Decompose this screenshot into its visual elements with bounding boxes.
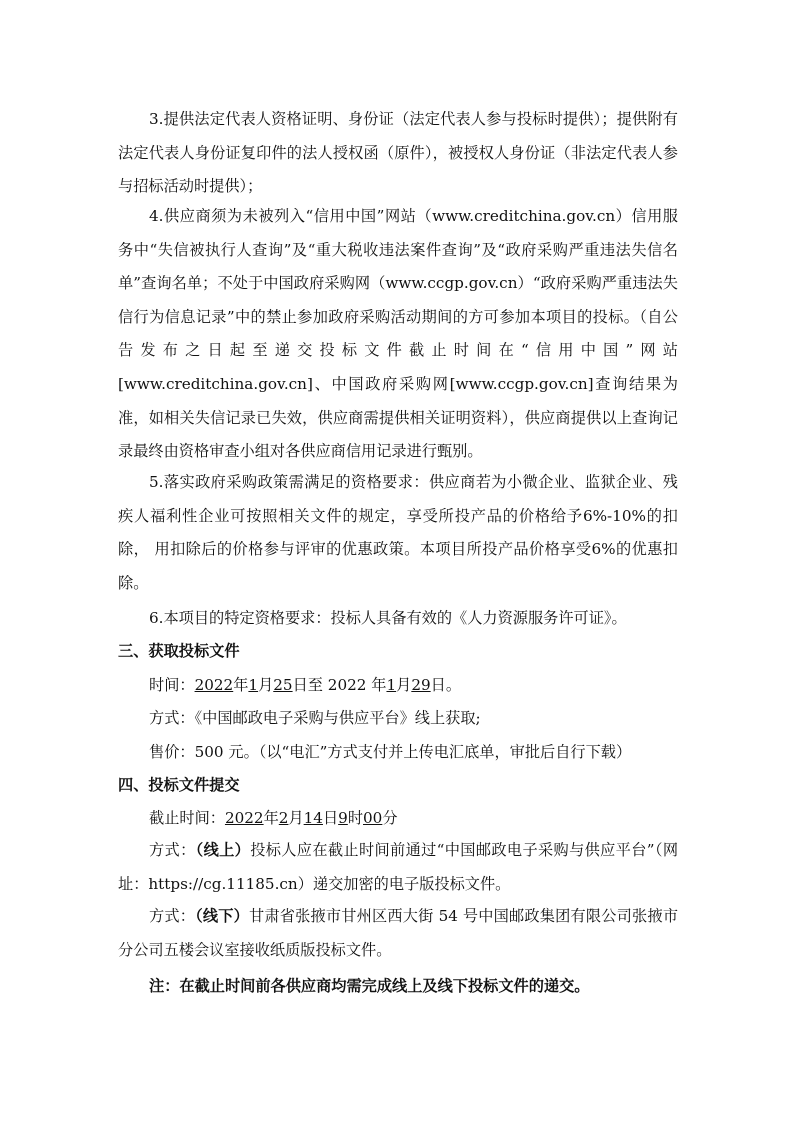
offline-prefix: 方式： bbox=[149, 907, 196, 925]
fen-label: 分 bbox=[382, 809, 398, 827]
yue-label: 月 bbox=[258, 676, 274, 694]
item-3-text: 3.提供法定代表人资格证明、身份证（法定代表人参与投标时提供）；提供附有法定代表人身份证复印件的法人授权函（原件），被授权人身份证（非法定代表人参与招标活动时提供）； bbox=[118, 110, 678, 196]
deadline-year: 2022 bbox=[224, 809, 264, 827]
online-prefix: 方式： bbox=[149, 841, 196, 859]
deadline-label: 截止时间： bbox=[149, 809, 225, 827]
item-5-text: 5.落实政府采购政策需满足的资格要求：供应商若为小微企业、监狱企业、残疾人福利性企业可按照相关文件的规定，享受所投产品的价格给予6%-10%的扣除， 用扣除后的价格参与评审的优惠政策。本项目所投产品价格享受6%的优惠扣除。 bbox=[118, 473, 678, 592]
time-label: 时间： bbox=[149, 676, 195, 694]
offline-submission-text bbox=[118, 900, 678, 967]
online-text: 投标人应在截止时间前通过“中国邮政电子采购与供应平台”（网址：https://cg.11185.cn）递交加密的电子版投标文件。 bbox=[118, 841, 679, 893]
start-day: 25 bbox=[273, 676, 293, 694]
item-5 bbox=[118, 466, 678, 600]
end-day: 29 bbox=[411, 676, 431, 694]
start-year: 2022 bbox=[194, 676, 234, 694]
section-3-heading: 三、获取投标文件 bbox=[118, 642, 240, 660]
ri-label: 日 bbox=[322, 809, 339, 827]
yue-label-3: 月 bbox=[288, 809, 304, 827]
deadline-hour: 9 bbox=[338, 809, 348, 827]
submission-note: 注：在截止时间前各供应商均需完成线上及线下投标文件的递交。 bbox=[149, 977, 590, 995]
shi-label: 时 bbox=[347, 809, 364, 827]
submit-deadline bbox=[149, 808, 398, 828]
deadline-month: 2 bbox=[278, 809, 289, 827]
section-4-heading: 四、投标文件提交 bbox=[118, 776, 240, 794]
yue-label-2: 月 bbox=[396, 676, 412, 694]
start-month: 1 bbox=[248, 676, 259, 694]
deadline-minute: 00 bbox=[363, 809, 383, 827]
nian-label: 年 bbox=[233, 676, 249, 694]
online-submission bbox=[118, 834, 678, 901]
ri-end-label: 日。 bbox=[430, 676, 462, 694]
item-3 bbox=[118, 103, 678, 204]
offline-tag: （线下） bbox=[195, 907, 250, 925]
offline-text: 甘肃省张掖市甘州区西大街 54 号中国邮政集团有限公司张掖市分公司五楼会议室接收纸质版投标文件。 bbox=[118, 907, 679, 959]
item-6-text: 6.本项目的特定资格要求：投标人具备有效的《人力资源服务许可证》。 bbox=[149, 609, 627, 627]
item-4 bbox=[118, 200, 678, 469]
acquire-method: 方式：《中国邮政电子采购与供应平台》线上获取; bbox=[149, 709, 481, 727]
acquire-time bbox=[149, 675, 461, 695]
end-month: 1 bbox=[386, 676, 397, 694]
acquire-price: 售价：500 元。（以“电汇”方式支付并上传电汇底单，审批后自行下载） bbox=[149, 743, 632, 761]
ri-zhi-label: 日至 2022 年 bbox=[292, 676, 387, 694]
online-submission-text bbox=[118, 834, 678, 901]
online-tag: （线上） bbox=[195, 841, 251, 859]
offline-submission bbox=[118, 900, 678, 967]
deadline-day: 14 bbox=[303, 809, 323, 827]
item-4-text: 4.供应商须为未被列入“信用中国”网站（www.creditchina.gov.cn）信用服务中“失信被执行人查询”及“重大税收违法案件查询”及“政府采购严重违法失信名单”查询名单；不处于中国政府采购网（www.ccgp.gov.cn）“政府采购严重违法失信行为信息记录”中的禁止参加政府采购活动期间的方可参加本项目的投标。（自公告发布之日起至递交投标文件截止时间在“信用中国”网站[www.creditchina.gov.cn]、中国政府采购网[www.ccgp.gov.cn]查询结果为准，如相关失信记录已失效，供应商需提供相关证明资料），供应商提供以上查询记录最终由资格审查小组对各供应商信用记录进行甄别。 bbox=[118, 207, 678, 461]
nian-label-2: 年 bbox=[263, 809, 279, 827]
